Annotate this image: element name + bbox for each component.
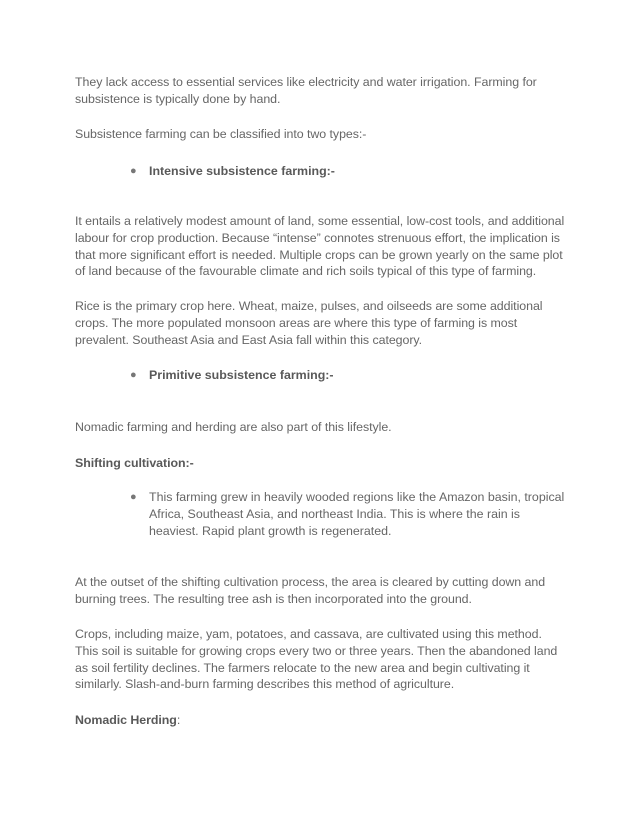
paragraph-services: They lack access to essential services like electricity and water irrigation. Farming for subsistence is typically done by hand. — [75, 75, 537, 106]
paragraph-nomadic-farming: Nomadic farming and herding are also part of this lifestyle. — [75, 420, 392, 434]
bullet-dot-icon: ● — [130, 491, 137, 503]
paragraph-intensive-desc: It entails a relatively modest amount of land, some essential, low-cost tools, and additional labour for crop production. Because “intense” connotes strenuous effort, the implication is that more significant effort is needed. Multiple crops can be grown yearly on the same plot of land because of the favourable climate and rich soils typical of this type of farming. — [75, 214, 565, 279]
bullet-intensive — [130, 163, 565, 180]
heading-nomadic-herding-label: Nomadic Herding — [75, 713, 177, 727]
bullet-wooded-regions-text: This farming grew in heavily wooded regions like the Amazon basin, tropical Africa, Southeast Asia, and northeast India. This is where the rain is heaviest. Rapid plant growth is regenerated. — [149, 490, 565, 538]
paragraph-rice: Rice is the primary crop here. Wheat, maize, pulses, and oilseeds are some additional crops. The more populated monsoon areas are where this type of farming is most prevalent. Southeast Asia and East Asia fall within this category. — [75, 299, 543, 347]
bullet-primitive-label: Primitive subsistence farming:- — [149, 368, 334, 382]
bullet-primitive — [130, 367, 565, 384]
bullet-wooded-regions — [130, 489, 565, 541]
paragraph-shifting-process: At the outset of the shifting cultivation process, the area is cleared by cutting down and burning trees. The resulting tree ash is then incorporated into the ground. — [75, 575, 546, 606]
heading-shifting-cultivation: Shifting cultivation:- — [75, 456, 194, 470]
bullet-dot-icon: ● — [130, 369, 137, 381]
bullet-dot-icon: ● — [130, 165, 137, 177]
bullet-intensive-label: Intensive subsistence farming:- — [149, 164, 335, 178]
paragraph-types-intro: Subsistence farming can be classified into two types:- — [75, 127, 367, 141]
paragraph-crops: Crops, including maize, yam, potatoes, and cassava, are cultivated using this method. This soil is suitable for growing crops every two or three years. Then the abandoned land as soil fertility declines. The farmers relocate to the new area and begin cultivating it similarly. Slash-and-burn farming describes this method of agriculture. — [75, 627, 558, 692]
heading-nomadic-herding — [75, 712, 565, 729]
heading-nomadic-herding-colon: : — [176, 713, 181, 727]
